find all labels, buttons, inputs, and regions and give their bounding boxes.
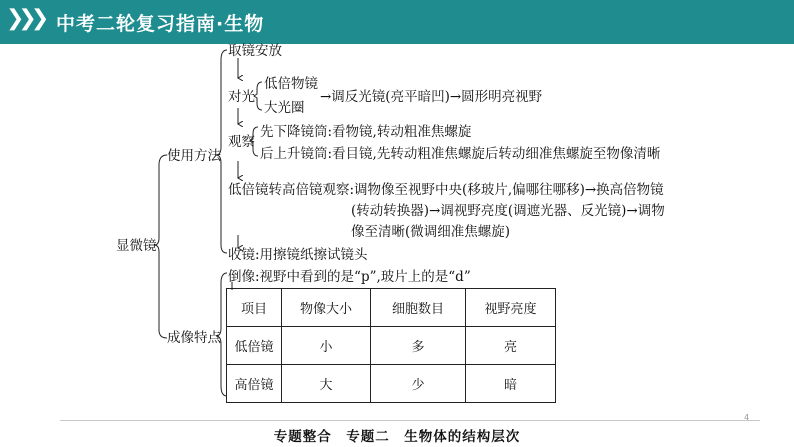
page-number: 4	[744, 413, 750, 422]
page-title: 中考二轮复习指南·生物	[56, 13, 265, 35]
table-cell: 低倍镜	[227, 327, 282, 365]
align-big-aperture: 大光圈	[264, 100, 305, 116]
align-low-objective: 低倍物镜	[264, 76, 318, 92]
table-cell: 少	[371, 365, 466, 403]
table-header-cell: 物像大小	[282, 289, 371, 327]
footer-divider	[60, 420, 760, 421]
table-cell: 小	[282, 327, 371, 365]
table-header-row	[227, 289, 556, 327]
branch-use-label: 使用方法	[167, 148, 221, 164]
observe-step-2: 后上升镜筒:看目镜,先转动粗准焦螺旋后转动细准焦螺旋至物像清晰	[260, 146, 661, 162]
switch-line-3: 像至清晰(微调细准焦螺旋)	[351, 224, 511, 240]
chevrons-icon: ❯❯❯	[6, 6, 44, 31]
root-label: 显微镜	[116, 238, 157, 254]
table-header-cell: 项目	[227, 289, 282, 327]
step-observe: 观察	[228, 134, 255, 150]
step-store: 收镜:用擦镜纸擦试镜头	[228, 247, 368, 263]
align-result: →调反光镜(亮平暗凹)→圆形明亮视野	[320, 89, 543, 105]
branch-imaging-label: 成像特点	[167, 330, 221, 346]
table-cell: 大	[282, 365, 371, 403]
table-cell: 暗	[466, 365, 556, 403]
footer-title: 专题整合 专题二 生物体的结构层次	[273, 429, 521, 445]
step-take: 取镜安放	[228, 43, 282, 59]
table-header-cell: 细胞数目	[371, 289, 466, 327]
switch-line-2: (转动转换器)→调视野亮度(调遮光器、反光镜)→调物	[351, 203, 665, 219]
table-row	[227, 365, 556, 403]
table-cell: 高倍镜	[227, 365, 282, 403]
switch-line-1: 低倍镜转高倍镜观察:调物像至视野中央(移玻片,偏哪往哪移)→换高倍物镜	[228, 182, 664, 198]
table-header-cell: 视野亮度	[466, 289, 556, 327]
table-cell: 亮	[466, 327, 556, 365]
step-align: 对光	[228, 89, 255, 105]
observe-step-1: 先下降镜筒:看物镜,转动粗准焦螺旋	[260, 124, 472, 140]
magnification-table	[226, 288, 556, 403]
table-row	[227, 327, 556, 365]
imaging-invert: 倒像:视野中看到的是“p”,玻片上的是“d”	[228, 269, 471, 285]
table-cell: 多	[371, 327, 466, 365]
